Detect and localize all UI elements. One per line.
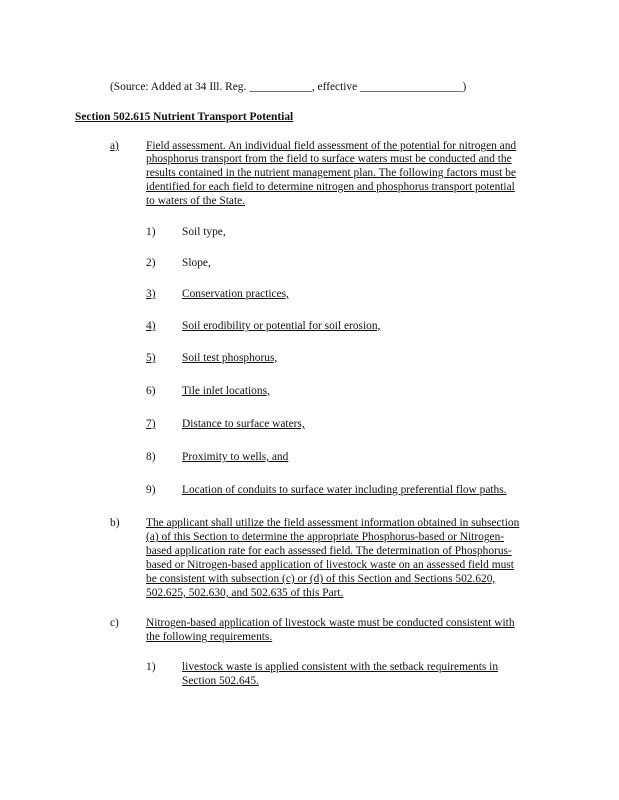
section-heading: Section 502.615 Nutrient Transport Potential [75,111,294,123]
subsection-c-item-1-line-1: livestock waste is applied consistent with the setback requirements in [182,661,499,673]
reg-blank: ___________ [249,81,312,93]
subsection-b-line-6: 502.625, 502.630, and 502.635 of this Part. [146,587,344,599]
item-9-text: Location of conduits to surface water including preferential flow paths. [182,484,507,496]
item-4-text: Soil erodibility or potential for soil erosion, [182,320,381,332]
subsection-b-label: b) [110,517,120,529]
source-mid: , effective [311,81,361,93]
subsection-c-item-1-line-2: Section 502.645. [182,675,259,687]
item-6-num: 6) [146,385,156,397]
subsection-a-line-4: identified for each field to determine nitrogen and phosphorus transport potential [146,181,515,193]
item-7-text: Distance to surface waters, [182,418,305,430]
item-7-num: 7) [146,418,156,430]
item-8-num: 8) [146,451,156,463]
subsection-c-item-1-num: 1) [146,661,156,673]
item-9-num: 9) [146,484,156,496]
item-5-text: Soil test phosphorus, [182,352,278,364]
subsection-a-line-2: phosphorus transport from the field to surface waters must be conducted and the [146,153,512,165]
item-1-num: 1) [146,226,156,238]
subsection-c-line-1: Nitrogen-based application of livestock waste must be conducted consistent with [146,617,515,629]
item-1-text: Soil type, [182,226,226,238]
item-6-text: Tile inlet locations, [182,385,270,397]
subsection-a-label: a) [110,140,119,152]
item-2-num: 2) [146,257,156,269]
item-3-text: Conservation practices, [182,288,289,300]
item-5-num: 5) [146,352,156,364]
subsection-b-line-5: be consistent with subsection (c) or (d) of this Section and Sections 502.620, [146,573,496,585]
effective-blank: __________________ [360,81,463,93]
subsection-c-line-2: the following requirements. [146,631,273,643]
source-prefix: (Source: Added at 34 Ill. Reg. [110,81,250,93]
item-3-num: 3) [146,288,156,300]
subsection-a-line-5: to waters of the State. [146,195,246,207]
subsection-b-line-4: based or Nitrogen-based application of livestock waste on an assessed field must [146,559,514,571]
subsection-c-label: c) [110,617,119,629]
subsection-a-line-3: results contained in the nutrient management plan. The following factors must be [146,167,516,179]
subsection-a-line-1: Field assessment. An individual field assessment of the potential for nitrogen and [146,140,517,152]
subsection-b-line-2: (a) of this Section to determine the appropriate Phosphorus-based or Nitrogen- [146,531,505,543]
source-note [110,80,466,94]
subsection-b-line-1: The applicant shall utilize the field assessment information obtained in subsection [146,517,520,529]
source-suffix: ) [462,81,467,93]
item-4-num: 4) [146,320,156,332]
item-2-text: Slope, [182,257,211,269]
item-8-text: Proximity to wells, and [182,451,289,463]
subsection-b-line-3: based application rate for each assessed field. The determination of Phosphorus- [146,545,512,557]
